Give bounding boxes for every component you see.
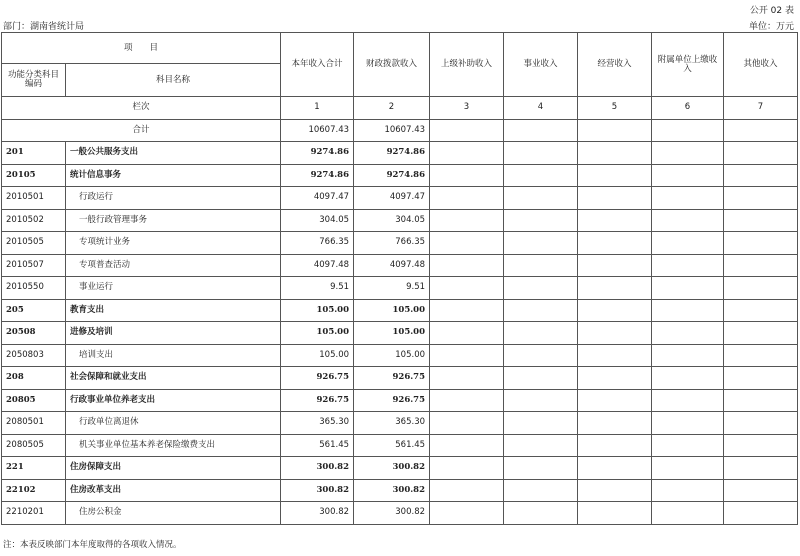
name-cell: 机关事业单位基本养老保险缴费支出 xyxy=(66,434,281,457)
empty-cell xyxy=(430,412,504,435)
empty-cell xyxy=(724,502,798,525)
empty-cell xyxy=(504,344,578,367)
fiscal-cell: 926.75 xyxy=(354,389,430,412)
empty-cell xyxy=(652,277,724,300)
empty-cell xyxy=(578,254,652,277)
empty-cell xyxy=(652,299,724,322)
department-label: 部门：湖南省统计局 xyxy=(3,22,85,32)
empty-cell xyxy=(578,164,652,187)
footnote: 注：本表反映部门本年度取得的各项收入情况。 xyxy=(3,540,182,550)
empty-cell xyxy=(504,457,578,480)
empty-cell xyxy=(430,119,504,142)
col-index-7: 7 xyxy=(724,97,798,120)
fiscal-cell: 300.82 xyxy=(354,479,430,502)
name-cell: 住房公积金 xyxy=(66,502,281,525)
empty-cell xyxy=(430,344,504,367)
empty-cell xyxy=(724,187,798,210)
empty-cell xyxy=(578,322,652,345)
name-cell: 一般行政管理事务 xyxy=(66,209,281,232)
empty-cell xyxy=(504,187,578,210)
empty-cell xyxy=(724,434,798,457)
total-income-cell: 766.35 xyxy=(281,232,354,255)
table-row xyxy=(2,457,798,480)
empty-cell xyxy=(724,457,798,480)
empty-cell xyxy=(724,344,798,367)
fiscal-cell: 4097.48 xyxy=(354,254,430,277)
col-index-1: 1 xyxy=(281,97,354,120)
code-cell: 2010505 xyxy=(2,232,66,255)
empty-cell xyxy=(724,119,798,142)
empty-cell xyxy=(430,164,504,187)
code-cell: 2080501 xyxy=(2,412,66,435)
empty-cell xyxy=(724,299,798,322)
table-row xyxy=(2,254,798,277)
empty-cell xyxy=(652,457,724,480)
empty-cell xyxy=(504,142,578,165)
empty-cell xyxy=(652,479,724,502)
fiscal-cell: 9274.86 xyxy=(354,164,430,187)
table-row xyxy=(2,367,798,390)
empty-cell xyxy=(504,277,578,300)
fiscal-cell: 300.82 xyxy=(354,502,430,525)
code-cell: 2050803 xyxy=(2,344,66,367)
name-cell: 统计信息事务 xyxy=(66,164,281,187)
empty-cell xyxy=(724,232,798,255)
empty-cell xyxy=(430,277,504,300)
name-cell: 住房保障支出 xyxy=(66,457,281,480)
empty-cell xyxy=(578,367,652,390)
empty-cell xyxy=(724,209,798,232)
name-cell: 专项普查活动 xyxy=(66,254,281,277)
col-index-4: 4 xyxy=(504,97,578,120)
empty-cell xyxy=(430,502,504,525)
empty-cell xyxy=(724,479,798,502)
unit-label: 单位：万元 xyxy=(748,22,794,32)
table-row xyxy=(2,277,798,300)
total-income-cell: 561.45 xyxy=(281,434,354,457)
empty-cell xyxy=(578,142,652,165)
empty-cell xyxy=(430,232,504,255)
empty-cell xyxy=(430,457,504,480)
name-cell: 培训支出 xyxy=(66,344,281,367)
total-income-cell: 10607.43 xyxy=(281,119,354,142)
col-index-3: 3 xyxy=(430,97,504,120)
fiscal-cell: 561.45 xyxy=(354,434,430,457)
fiscal-cell: 9274.86 xyxy=(354,142,430,165)
col-header-1: 本年收入合计 xyxy=(281,33,354,97)
total-income-cell: 105.00 xyxy=(281,344,354,367)
name-cell: 行政单位离退休 xyxy=(66,412,281,435)
empty-cell xyxy=(504,434,578,457)
total-income-cell: 365.30 xyxy=(281,412,354,435)
table-row xyxy=(2,434,798,457)
table-row xyxy=(2,209,798,232)
empty-cell xyxy=(578,119,652,142)
fiscal-cell: 9.51 xyxy=(354,277,430,300)
col-header-6: 附属单位上缴收入 xyxy=(652,33,724,97)
empty-cell xyxy=(504,322,578,345)
col-index-2: 2 xyxy=(354,97,430,120)
empty-cell xyxy=(430,322,504,345)
empty-cell xyxy=(652,389,724,412)
empty-cell xyxy=(652,254,724,277)
empty-cell xyxy=(652,502,724,525)
fiscal-cell: 766.35 xyxy=(354,232,430,255)
empty-cell xyxy=(578,412,652,435)
name-cell: 专项统计业务 xyxy=(66,232,281,255)
empty-cell xyxy=(430,389,504,412)
total-income-cell: 300.82 xyxy=(281,457,354,480)
empty-cell xyxy=(504,119,578,142)
total-income-cell: 9274.86 xyxy=(281,164,354,187)
empty-cell xyxy=(578,232,652,255)
empty-cell xyxy=(504,299,578,322)
empty-cell xyxy=(430,299,504,322)
fiscal-cell: 105.00 xyxy=(354,299,430,322)
code-cell: 2010507 xyxy=(2,254,66,277)
fiscal-cell: 300.82 xyxy=(354,457,430,480)
empty-cell xyxy=(578,389,652,412)
table-row xyxy=(2,164,798,187)
total-income-cell: 9.51 xyxy=(281,277,354,300)
empty-cell xyxy=(578,277,652,300)
empty-cell xyxy=(652,322,724,345)
fiscal-cell: 926.75 xyxy=(354,367,430,390)
table-row xyxy=(2,187,798,210)
total-income-cell: 926.75 xyxy=(281,367,354,390)
col-header-5: 经营收入 xyxy=(578,33,652,97)
total-income-cell: 300.82 xyxy=(281,479,354,502)
total-income-cell: 304.05 xyxy=(281,209,354,232)
total-income-cell: 9274.86 xyxy=(281,142,354,165)
total-income-cell: 300.82 xyxy=(281,502,354,525)
empty-cell xyxy=(652,142,724,165)
table-row xyxy=(2,344,798,367)
empty-cell xyxy=(430,187,504,210)
fiscal-cell: 105.00 xyxy=(354,344,430,367)
empty-cell xyxy=(652,344,724,367)
table-row xyxy=(2,502,798,525)
empty-cell xyxy=(504,479,578,502)
empty-cell xyxy=(652,412,724,435)
empty-cell xyxy=(504,412,578,435)
col-header-3: 上级补助收入 xyxy=(430,33,504,97)
row-index-label: 栏次 xyxy=(2,97,281,120)
empty-cell xyxy=(652,209,724,232)
code-cell: 20508 xyxy=(2,322,66,345)
code-cell: 2010502 xyxy=(2,209,66,232)
empty-cell xyxy=(430,254,504,277)
code-cell: 201 xyxy=(2,142,66,165)
empty-cell xyxy=(652,434,724,457)
empty-cell xyxy=(724,164,798,187)
name-cell: 社会保障和就业支出 xyxy=(66,367,281,390)
empty-cell xyxy=(578,479,652,502)
total-row xyxy=(2,119,798,142)
table-row xyxy=(2,322,798,345)
table-row xyxy=(2,232,798,255)
empty-cell xyxy=(724,412,798,435)
total-fiscal-cell: 10607.43 xyxy=(354,119,430,142)
total-income-cell: 105.00 xyxy=(281,299,354,322)
col-index-6: 6 xyxy=(652,97,724,120)
total-income-cell: 926.75 xyxy=(281,389,354,412)
empty-cell xyxy=(504,232,578,255)
empty-cell xyxy=(430,367,504,390)
code-cell: 2080505 xyxy=(2,434,66,457)
empty-cell xyxy=(724,142,798,165)
table-row xyxy=(2,142,798,165)
empty-cell xyxy=(578,187,652,210)
empty-cell xyxy=(504,254,578,277)
empty-cell xyxy=(724,254,798,277)
fiscal-cell: 4097.47 xyxy=(354,187,430,210)
name-cell: 进修及培训 xyxy=(66,322,281,345)
col-header-4: 事业收入 xyxy=(504,33,578,97)
fiscal-cell: 304.05 xyxy=(354,209,430,232)
empty-cell xyxy=(504,209,578,232)
empty-cell xyxy=(430,142,504,165)
code-cell: 205 xyxy=(2,299,66,322)
empty-cell xyxy=(652,187,724,210)
table-row xyxy=(2,479,798,502)
col-header-2: 财政拨款收入 xyxy=(354,33,430,97)
income-table xyxy=(1,32,798,525)
empty-cell xyxy=(504,367,578,390)
name-cell: 行政事业单位养老支出 xyxy=(66,389,281,412)
code-cell: 2210201 xyxy=(2,502,66,525)
code-cell: 2010501 xyxy=(2,187,66,210)
empty-cell xyxy=(504,389,578,412)
project-header: 项 目 xyxy=(2,33,281,64)
code-cell: 2010550 xyxy=(2,277,66,300)
empty-cell xyxy=(724,322,798,345)
empty-cell xyxy=(578,502,652,525)
table-row xyxy=(2,412,798,435)
name-cell: 事业运行 xyxy=(66,277,281,300)
empty-cell xyxy=(430,479,504,502)
empty-cell xyxy=(652,119,724,142)
code-cell: 20105 xyxy=(2,164,66,187)
empty-cell xyxy=(652,164,724,187)
empty-cell xyxy=(724,367,798,390)
empty-cell xyxy=(724,277,798,300)
name-cell: 教育支出 xyxy=(66,299,281,322)
empty-cell xyxy=(578,434,652,457)
empty-cell xyxy=(578,299,652,322)
name-col-header: 科目名称 xyxy=(66,64,281,97)
total-income-cell: 4097.47 xyxy=(281,187,354,210)
total-income-cell: 105.00 xyxy=(281,322,354,345)
col-index-5: 5 xyxy=(578,97,652,120)
col-header-7: 其他收入 xyxy=(724,33,798,97)
code-col-header: 功能分类科目编码 xyxy=(2,64,66,97)
table-row xyxy=(2,389,798,412)
empty-cell xyxy=(724,389,798,412)
empty-cell xyxy=(578,457,652,480)
form-number: 公开 02 表 xyxy=(749,6,794,16)
name-cell: 行政运行 xyxy=(66,187,281,210)
code-cell: 221 xyxy=(2,457,66,480)
total-label: 合计 xyxy=(2,119,281,142)
fiscal-cell: 105.00 xyxy=(354,322,430,345)
code-cell: 208 xyxy=(2,367,66,390)
empty-cell xyxy=(430,434,504,457)
empty-cell xyxy=(504,502,578,525)
name-cell: 住房改革支出 xyxy=(66,479,281,502)
empty-cell xyxy=(652,232,724,255)
code-cell: 20805 xyxy=(2,389,66,412)
empty-cell xyxy=(652,367,724,390)
empty-cell xyxy=(578,344,652,367)
empty-cell xyxy=(430,209,504,232)
code-cell: 22102 xyxy=(2,479,66,502)
total-income-cell: 4097.48 xyxy=(281,254,354,277)
empty-cell xyxy=(578,209,652,232)
empty-cell xyxy=(504,164,578,187)
name-cell: 一般公共服务支出 xyxy=(66,142,281,165)
table-row xyxy=(2,299,798,322)
fiscal-cell: 365.30 xyxy=(354,412,430,435)
